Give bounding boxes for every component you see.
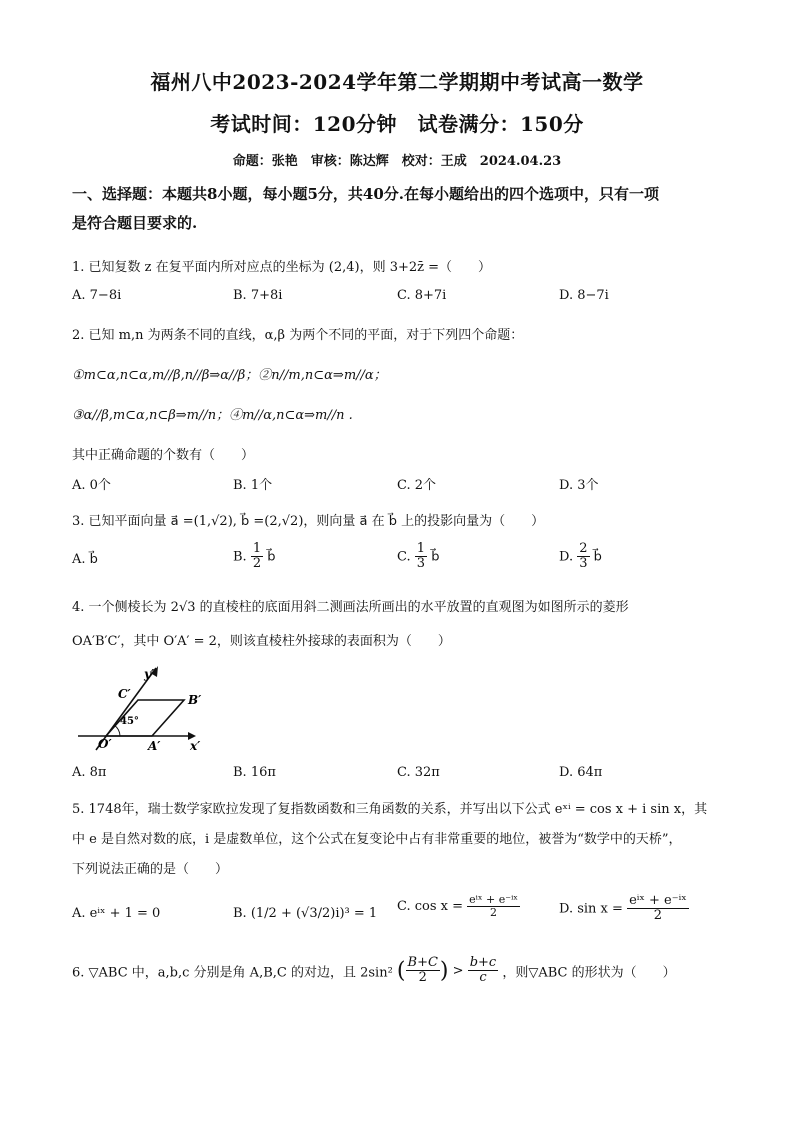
- q2-question: 其中正确命题的个数有（ ）: [72, 448, 255, 463]
- q2-propositions-1-2: ①m⊂α,n⊂α,m//β,n//β⇒α//β；②n//m,n⊂α⇒m//α；: [72, 368, 387, 383]
- q3-option-d-den: 3: [579, 556, 588, 572]
- a-label: A′: [148, 739, 161, 752]
- q5-option-c-den: 2: [490, 906, 498, 920]
- q3-option-d-num: 2: [579, 541, 588, 556]
- exam-title: 福州八中2023-2024学年第二学期期中考试高一数学: [150, 70, 644, 94]
- q6-fraction-angle-num: B+C: [407, 955, 438, 970]
- q1-option-a: A. 7−8i: [72, 288, 122, 303]
- q3-option-a: A. b⃗: [72, 552, 98, 567]
- q3-option-b: [233, 542, 276, 572]
- q5-option-c-label: C. cos x =: [397, 899, 464, 915]
- q1-option-c: C. 8+7i: [397, 288, 447, 303]
- q1-option-b: B. 7+8i: [233, 288, 283, 303]
- q3-option-c: [397, 542, 439, 572]
- q2-option-c: C. 2个: [397, 478, 437, 493]
- b-label: B′: [188, 693, 202, 707]
- q5-option-d-num: eⁱˣ + e⁻ⁱˣ: [629, 893, 687, 908]
- q3-option-b-fraction: [251, 542, 263, 572]
- q3-option-d-vector: b⃗: [593, 549, 602, 565]
- q1-option-d: D. 8−7i: [559, 288, 609, 303]
- q5-stem-line2: 中 e 是自然对数的底，i 是虚数单位，这个公式在复变论中占有非常重要的地位，被誉为“数学中的天桥”，: [72, 832, 682, 847]
- rhombus-figure: [72, 662, 212, 752]
- q3-options: [72, 542, 722, 582]
- q4-option-a: A. 8π: [72, 765, 107, 780]
- c-label: C′: [118, 687, 131, 701]
- section-heading-line1: 一、选择题：本题共8小题，每小题5分，共40分.在每小题给出的四个选项中，只有一项: [72, 185, 659, 203]
- q5-option-d-fraction: [627, 894, 689, 924]
- q6-gt-sign: >: [452, 963, 464, 979]
- q3-option-c-den: 3: [416, 556, 426, 572]
- rhombus-shape: [106, 700, 184, 736]
- q6-fraction-sides-num: b+c: [469, 955, 497, 970]
- q3-option-d: [559, 542, 602, 572]
- q5-option-b: B. (1/2 + (√3/2)i)³ = 1: [233, 906, 378, 921]
- q6-fraction-sides-den: c: [479, 970, 487, 986]
- q4-option-c: C. 32π: [397, 765, 440, 780]
- q6-stem: [72, 956, 676, 986]
- q6-stem-part1: 6. ▽ABC 中，a,b,c 分别是角 A,B,C 的对边，且 2sin²: [72, 965, 393, 981]
- q3-option-b-num: 1: [252, 541, 262, 556]
- q5-option-d-label: D. sin x =: [559, 901, 623, 917]
- q3-option-c-label: C.: [397, 549, 411, 565]
- q5-option-c-num: eⁱˣ + e⁻ⁱˣ: [469, 893, 518, 906]
- q5-stem-line3: 下列说法正确的是（ ）: [72, 862, 229, 877]
- q2-stem: 2. 已知 m,n 为两条不同的直线，α,β 为两个不同的平面，对于下列四个命题：: [72, 328, 524, 343]
- q2-option-a: A. 0个: [72, 478, 111, 493]
- q5-options: [72, 892, 722, 936]
- q5-option-d: [559, 894, 689, 924]
- exam-subtitle: 考试时间：120分钟 试卷满分：150分: [210, 112, 584, 136]
- q4-option-d: D. 64π: [559, 765, 603, 780]
- q3-option-d-label: D.: [559, 549, 574, 565]
- exam-credits: 命题：张艳 审核：陈达辉 校对：王成 2024.04.23: [232, 154, 562, 169]
- q1-stem: 1. 已知复数 z 在复平面内所对应点的坐标为 (2,4)，则 3+2z̄ =（ ）: [72, 260, 492, 275]
- q5-stem-line1: 5. 1748年，瑞士数学家欧拉发现了复指数函数和三角函数的关系，并写出以下公式 eˣⁱ = cos x + i sin x，其: [72, 802, 708, 817]
- q4-stem-line2: OA′B′C′，其中 O′A′ = 2，则该直棱柱外接球的表面积为（ ）: [72, 634, 451, 649]
- q3-option-b-vector: b⃗: [267, 549, 276, 565]
- q3-option-b-den: 2: [252, 556, 262, 572]
- q4-stem-line1: 4. 一个侧棱长为 2√3 的直棱柱的底面用斜二测画法所画出的水平放置的直观图为如图所示的菱形: [72, 600, 629, 615]
- angle-label: 45°: [120, 716, 139, 727]
- q5-option-c: [397, 894, 520, 919]
- q2-propositions-3-4: ③α//β,m⊂α,n⊂β⇒m//n；④m//α,n⊂α⇒m//n .: [72, 408, 353, 423]
- q3-option-b-label: B.: [233, 549, 247, 565]
- q6-paren-close: ): [439, 958, 449, 984]
- section-heading-line2: 是符合题目要求的.: [72, 214, 198, 232]
- q4-option-b: B. 16π: [233, 765, 276, 780]
- q6-paren-open: (: [396, 958, 406, 984]
- q2-option-d: D. 3个: [559, 478, 599, 493]
- y-label: y′: [144, 667, 155, 681]
- q3-option-c-vector: b⃗: [431, 549, 440, 565]
- q3-option-c-num: 1: [416, 541, 426, 556]
- q5-option-d-den: 2: [653, 908, 663, 924]
- q5-option-a: A. eⁱˣ + 1 = 0: [72, 906, 161, 921]
- q3-option-c-fraction: [415, 542, 427, 572]
- q3-stem: 3. 已知平面向量 a⃗ =(1,√2), b⃗ =(2,√2)，则向量 a⃗ 在 b⃗ 上的投影向量为（ ）: [72, 514, 545, 529]
- q2-option-b: B. 1个: [233, 478, 273, 493]
- q6-fraction-angle-den: 2: [418, 970, 427, 986]
- x-label: x′: [190, 739, 201, 752]
- q6-fraction-angle: [406, 956, 440, 986]
- o-label: O′: [98, 737, 112, 751]
- q5-option-c-fraction: [467, 894, 520, 919]
- q3-option-d-fraction: [577, 542, 589, 572]
- q6-fraction-sides: [468, 956, 499, 986]
- q6-stem-part2: ，则▽ABC 的形状为（ ）: [502, 965, 676, 981]
